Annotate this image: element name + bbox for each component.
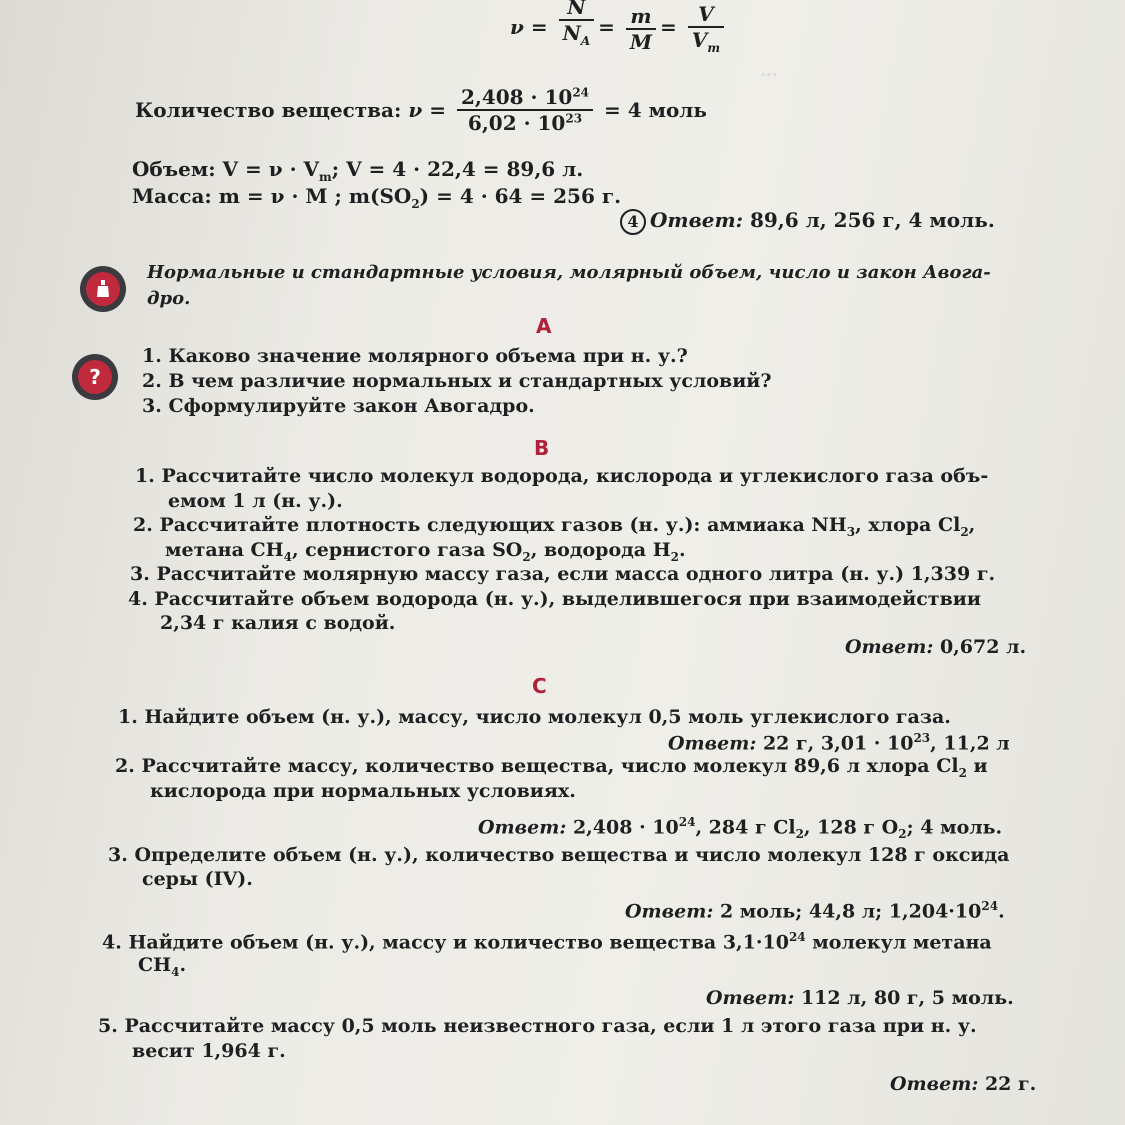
answer-task-4: 4 Ответ: 89,6 л, 256 г, 4 моль. — [620, 208, 995, 235]
section-c-q4-line1: 4. Найдите объем (н. у.), массу и количество вещества $3,1\cdot 10^{24}$ молекул метана — [102, 930, 992, 954]
section-c-q3-line1: 3. Определите объем (н. у.), количество вещества и число молекул 128 г оксида — [108, 844, 1010, 866]
section-c-answer-3: Ответ: 2 моль; 44,8 л; $1,204\cdot 10^{24}$. — [625, 899, 1005, 923]
section-b-q4-line2: 2,34 г калия с водой. — [160, 612, 396, 634]
section-b-answer: Ответ: 0,672 л. — [845, 636, 1027, 658]
volume-line: Объем: $V = \nu \cdot V_m$; V = 4 · 22,4 = 89,6 л. — [132, 157, 584, 184]
mass-line: Масса: m = ν · M ; $m(SO_2) = 4 \cdot 64 = 256$ г. — [132, 184, 622, 211]
amount-formula: Количество вещества: ν = $\frac{2,408 \cdot 10^{24}}{6,02 \cdot 10^{23}}$ = 4 моль — [135, 85, 707, 135]
section-c-answer-2: Ответ: $2,408 \cdot 10^{24}$, 284 г $Cl_2$, 128 г $O_2$; 4 моль. — [478, 815, 1003, 842]
question-icon: ? — [72, 354, 118, 400]
section-a-q2: 2. В чем различие нормальных и стандартных условий? — [142, 370, 772, 392]
section-b-letter: В — [534, 436, 550, 460]
section-c-q5-line1: 5. Рассчитайте массу 0,5 моль неизвестного газа, если 1 л этого газа при н. у. — [98, 1015, 977, 1037]
section-c-q2-line1: 2. Рассчитайте массу, количество вещества, число молекул 89,6 л хлора $Cl_2$ и — [115, 755, 988, 780]
section-b-q1-line1: 1. Рассчитайте число молекул водорода, кислорода и углекислого газа объ- — [135, 465, 989, 487]
section-b-q2-line2: метана $CH_4$, сернистого газа $SO_2$, водорода $H_2$. — [165, 539, 686, 564]
section-a-letter: А — [536, 314, 552, 338]
task-number-circle: 4 — [620, 209, 646, 235]
section-a-q3: 3. Сформулируйте закон Авогадро. — [142, 395, 535, 417]
section-c-q3-line2: серы (IV). — [142, 868, 253, 890]
section-b-q2-line1: 2. Рассчитайте плотность следующих газов (н. у.): аммиака $NH_3$, хлора $Cl_2$, — [133, 514, 976, 539]
section-c-q2-line2: кислорода при нормальных условиях. — [150, 780, 576, 802]
section-c-answer-4: Ответ: 112 л, 80 г, 5 моль. — [706, 987, 1014, 1009]
section-c-answer-1: Ответ: 22 г, $3,01 \cdot 10^{23}$, 11,2 л — [668, 731, 1010, 755]
topic-title-line-2: дро. — [147, 288, 191, 309]
section-c-answer-5: Ответ: 22 г. — [890, 1073, 1037, 1095]
top-formula: ν = $\frac{N}{N_A}$ = $\frac{m}{M}$ = $\frac{V}{V_m}$ — [510, 2, 728, 55]
section-a-q1: 1. Каково значение молярного объема при н. у.? — [142, 345, 688, 367]
topic-title-line-1: Нормальные и стандартные условия, молярный объем, число и закон Авога- — [147, 262, 991, 283]
section-c-q1: 1. Найдите объем (н. у.), массу, число молекул 0,5 моль углекислого газа. — [118, 706, 951, 728]
show-through-text: … — [760, 60, 778, 81]
section-b-q1-line2: емом 1 л (н. у.). — [168, 490, 343, 512]
section-c-q5-line2: весит 1,964 г. — [132, 1040, 286, 1062]
section-b-q4-line1: 4. Рассчитайте объем водорода (н. у.), выделившегося при взаимодействии — [128, 588, 981, 610]
topic-flask-icon — [80, 266, 126, 312]
section-b-q3: 3. Рассчитайте молярную массу газа, если масса одного литра (н. у.) 1,339 г. — [130, 563, 996, 585]
section-c-q4-line2: $CH_4$. — [138, 954, 187, 979]
section-c-letter: С — [532, 674, 547, 698]
